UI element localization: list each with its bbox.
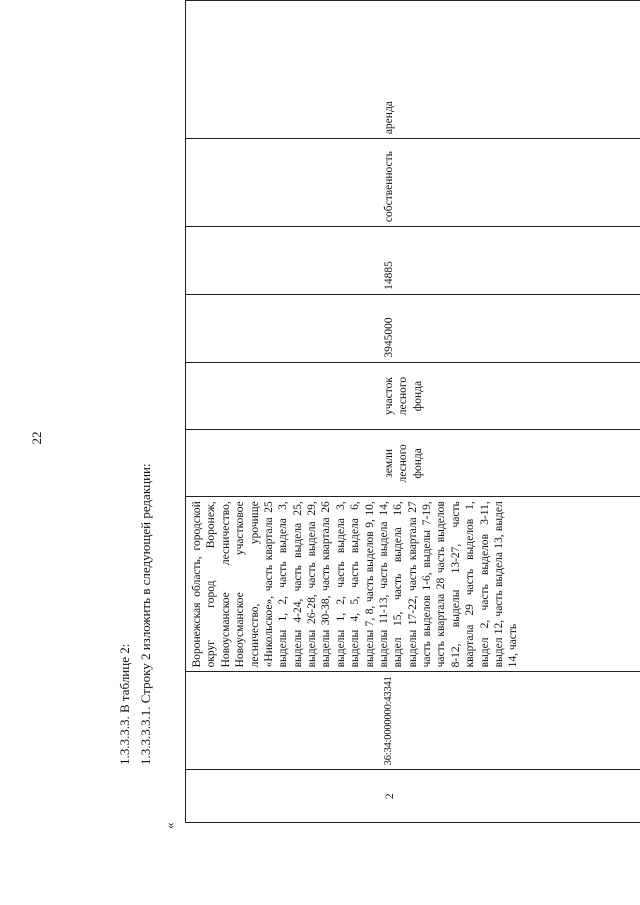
encumbrance: аренда xyxy=(383,101,395,135)
encumbrance-cell xyxy=(186,1,640,139)
table-row xyxy=(185,0,640,823)
area-value: 3945000 xyxy=(383,317,395,358)
object-type-cell xyxy=(186,362,640,430)
land-category: земли лесного фонда xyxy=(383,444,424,483)
cadastral-number-cell xyxy=(186,672,640,770)
location-text: Воронежская область, городской округ город Воронеж, Новоусманское лесничество, Новоусманское участковое лесничество, урочище «Никольское», часть квартала 25 выделы 1, 2, часть выдела 3, выделы 4-24, часть выдела 25, выделы 26-28, часть выдела 29, выделы 30-38, часть квартала 26 выделы 1, 2, часть выдела 3, выделы 4, 5, часть выдела 6, выделы 7, 8, часть выделов 9, 10, выделы 11-13, часть выдела 14, выдел 15, часть выдела 16, выделы 17-22, часть квартала 27 часть выделов 1-6, выделы 7-19, часть квартала 28 часть выделов 8-12, выделы 13-27, часть квартала 29 часть выделов 1, выдел 2, часть выделов 3-11, выдел 12, часть выдела 13, выдел 14, часть xyxy=(191,501,520,668)
location-cell xyxy=(186,497,640,672)
area-cell xyxy=(186,294,640,362)
section-heading: 1.3.3.3.3. В таблице 2: xyxy=(117,643,132,765)
subsection-heading: 1.3.3.3.3.1. Строку 2 изложить в следующей редакции: xyxy=(138,463,153,765)
record-number-cell xyxy=(186,227,640,295)
row-number-cell xyxy=(186,770,640,823)
land-category-cell xyxy=(186,430,640,497)
row-number: 2 xyxy=(384,793,396,800)
object-type: участок лесного фонда xyxy=(383,376,424,416)
right-type: собственность xyxy=(383,151,395,223)
page-number: 22 xyxy=(29,431,44,445)
record-number: 14885 xyxy=(383,261,395,290)
right-type-cell xyxy=(186,139,640,227)
opening-quote: « xyxy=(162,822,177,829)
cadastral-number: 36:34:0000000:43341 xyxy=(383,676,394,766)
